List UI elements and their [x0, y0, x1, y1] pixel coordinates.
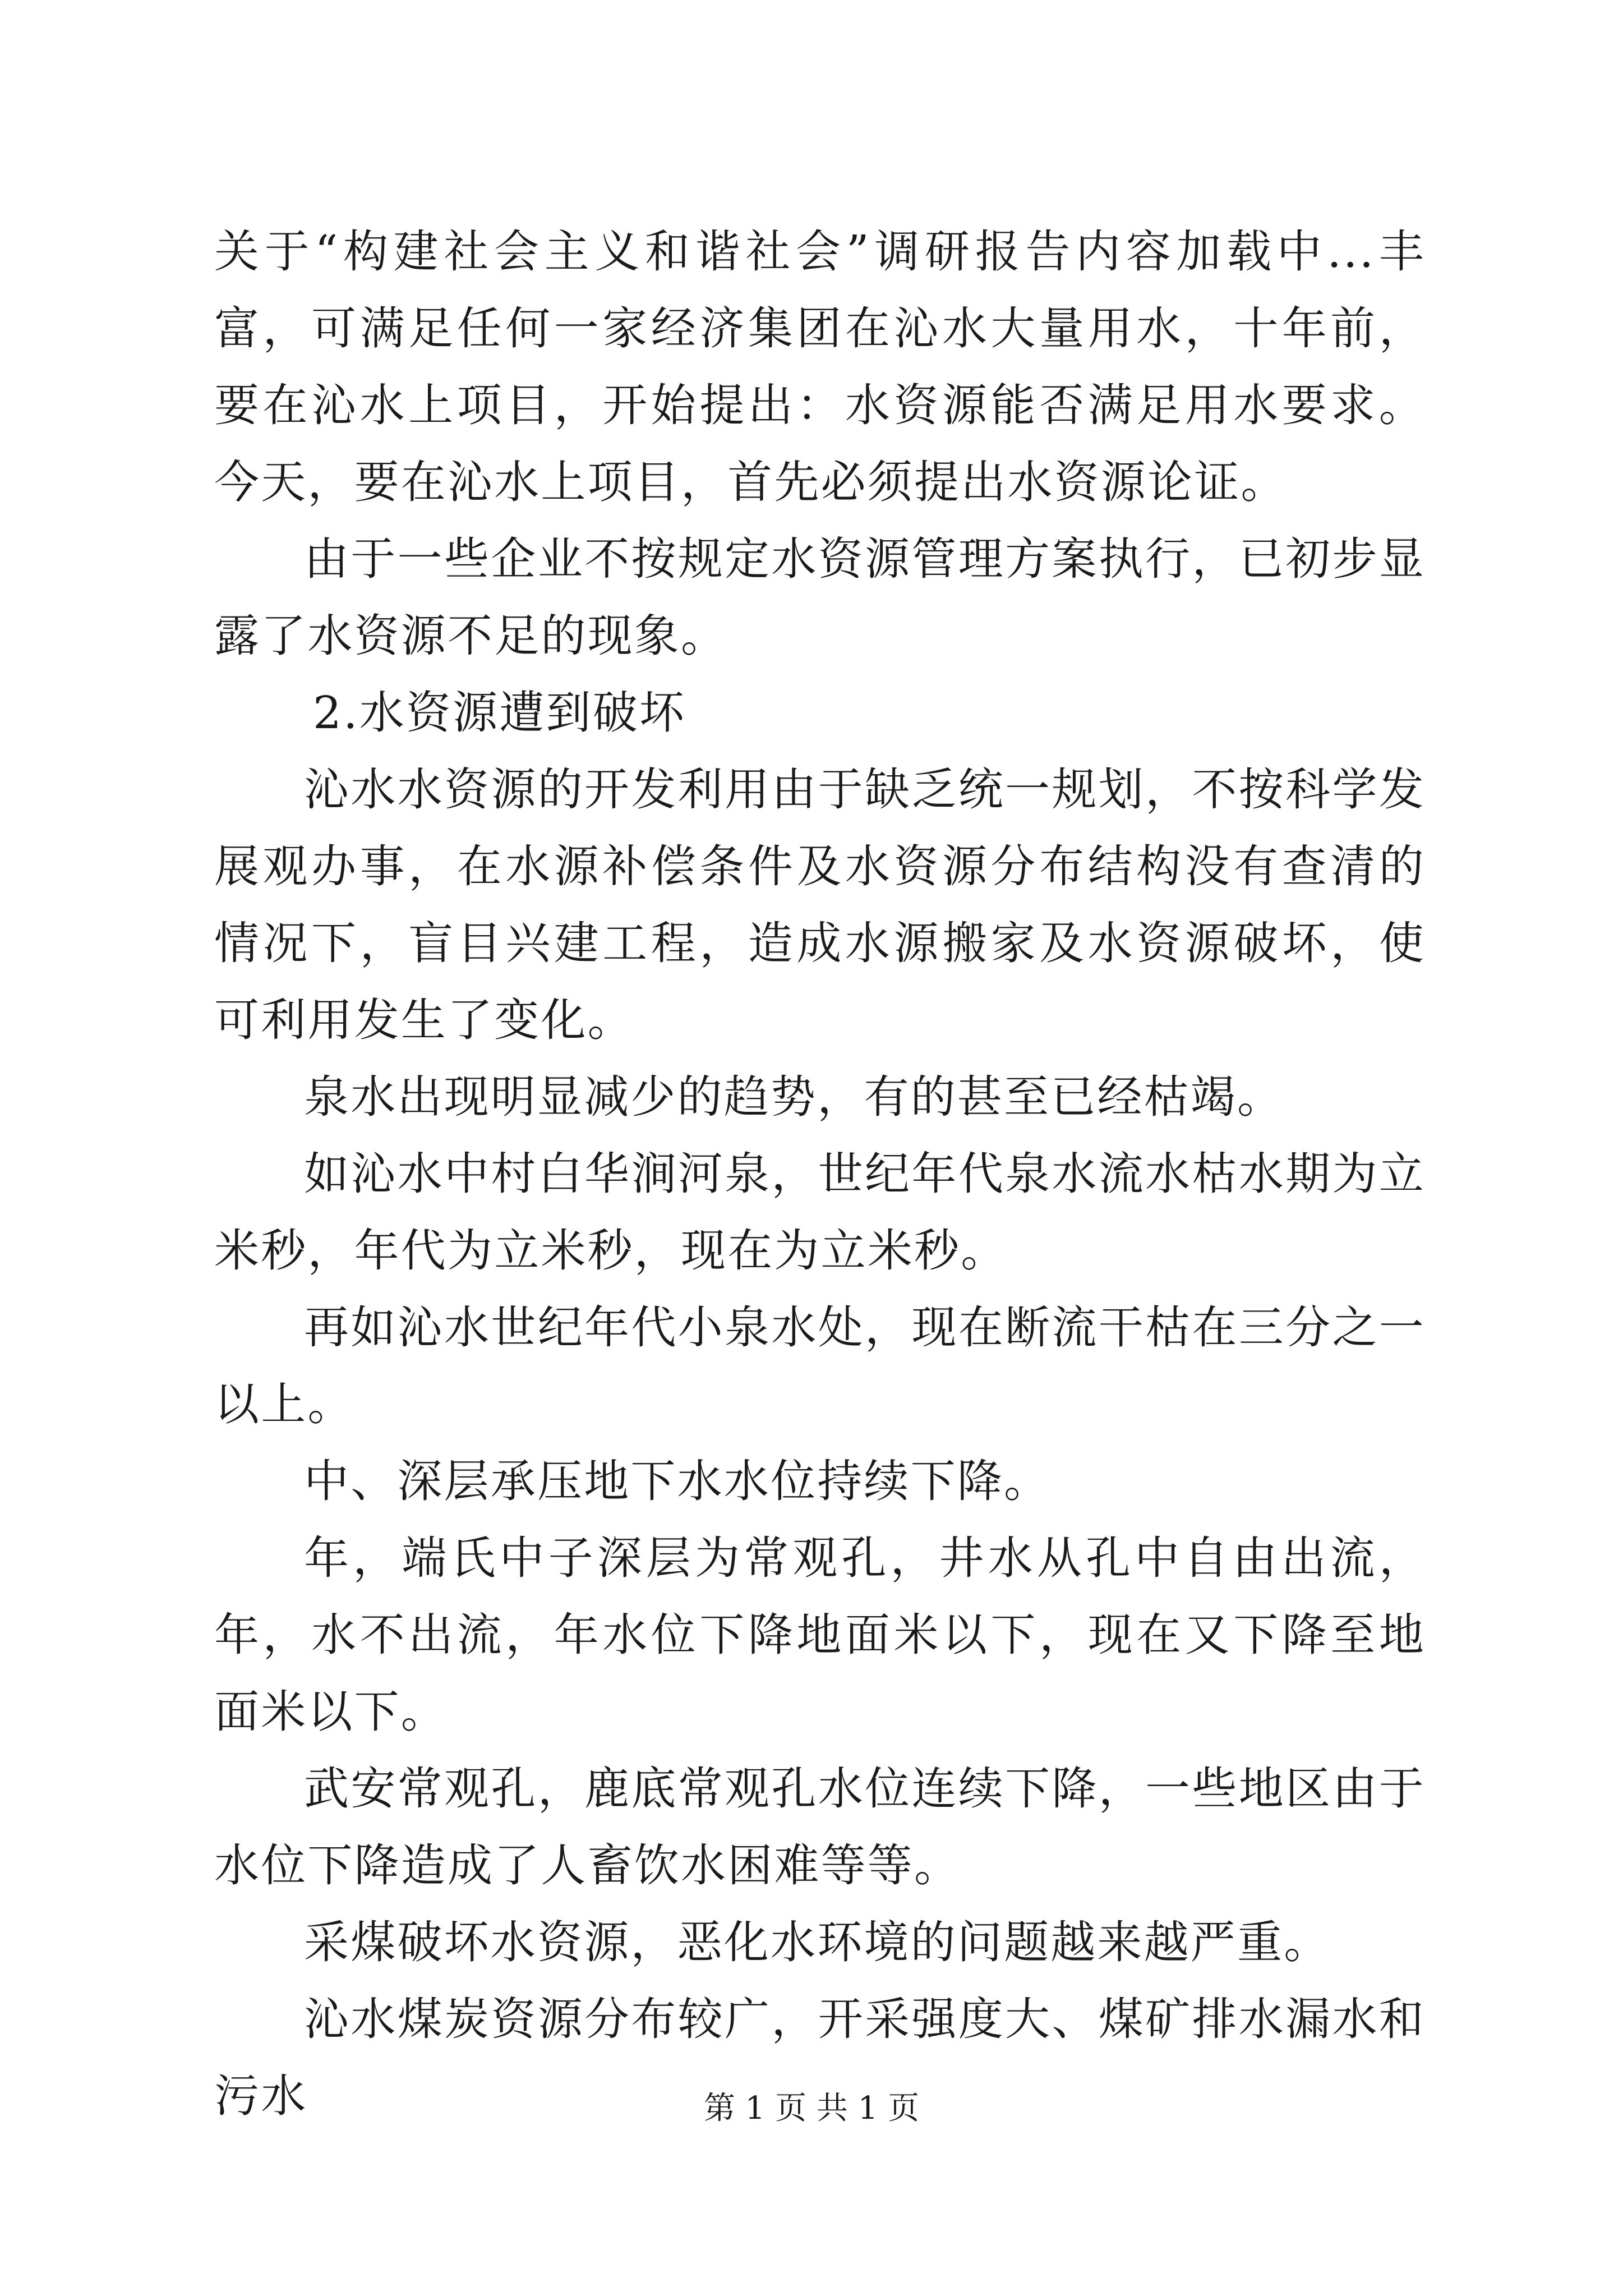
- paragraph-11: 沁水煤炭资源分布较广，开采强度大、煤矿排水漏水和污水: [214, 1993, 1426, 2122]
- paragraph-9: 武安常观孔，鹿底常观孔水位连续下降，一些地区由于水位下降造成了人畜饮水困难等等。: [214, 1763, 1426, 1892]
- paragraph-6: 再如沁水世纪年代小泉水处，现在断流干枯在三分之一以上。: [214, 1301, 1426, 1430]
- document-body: [214, 213, 1426, 2134]
- paragraph-8: 年，端氏中子深层为常观孔，井水从孔中自由出流，年，水不出流，年水位下降地面米以下，现在又下降至地面米以下。: [214, 1532, 1426, 1738]
- paragraph-4: 泉水出现明显减少的趋势，有的甚至已经枯竭。: [304, 1071, 1284, 1123]
- section-heading: 2.水资源遭到破坏: [313, 687, 686, 739]
- paragraph-5: 如沁水中村白华涧河泉，世纪年代泉水流水枯水期为立米秒，年代为立米秒，现在为立米秒。: [214, 1148, 1426, 1277]
- paragraph-2: 由于一些企业不按规定水资源管理方案执行，已初步显露了水资源不足的现象。: [214, 533, 1426, 662]
- page-number-footer: 第 1 页 共 1 页: [703, 2090, 920, 2127]
- paragraph-7: 中、深层承压地下水水位持续下降。: [304, 1455, 1051, 1507]
- paragraph-1: 关于“构建社会主义和谐社会”调研报告内容加载中...丰富，可满足任何一家经济集团在沁水大量用水，十年前，要在沁水上项目，开始提出：水资源能否满足用水要求。今天，要在沁水上项目，首先必须提出水资源论证。: [214, 226, 1426, 508]
- paragraph-10: 采煤破坏水资源，恶化水环境的问题越来越严重。: [304, 1916, 1331, 1968]
- paragraph-3: 沁水水资源的开发利用由于缺乏统一规划，不按科学发展观办事，在水源补偿条件及水资源分布结构没有查清的情况下，盲目兴建工程，造成水源搬家及水资源破坏，使可利用发生了变化。: [214, 763, 1426, 1046]
